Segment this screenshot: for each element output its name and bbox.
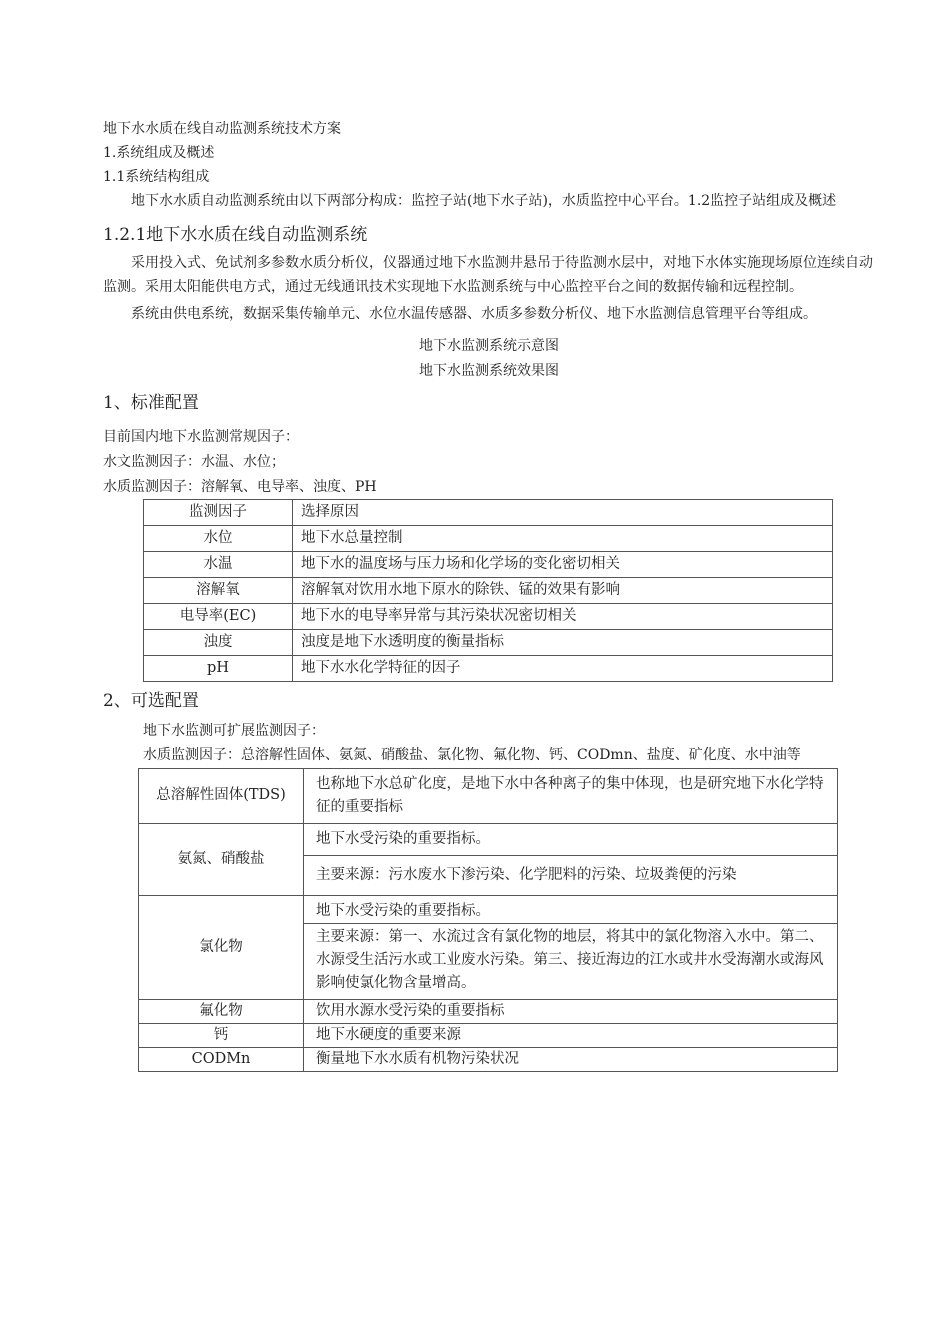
reason-cell: 地下水的温度场与压力场和化学场的变化密切相关: [293, 552, 833, 578]
description-cell: 地下水硬度的重要来源: [304, 1023, 838, 1047]
table-header-cell: 选择原因: [293, 500, 833, 526]
factor-cell: 水温: [144, 552, 293, 578]
table-row: [144, 552, 833, 578]
description-cell: 也称地下水总矿化度，是地下水中各种离子的集中体现，也是研究地下水化学特征的重要指标: [304, 768, 838, 823]
table-header-row: [144, 500, 833, 526]
table-row: [139, 1023, 838, 1047]
reason-cell: 地下水水化学特征的因子: [293, 656, 833, 682]
description-cell: 主要来源：第一、水流过含有氯化物的地层，将其中的氯化物溶入水中。第二、水源受生活污水或工业废水污染。第三、接近海边的江水或井水受海潮水或海风影响使氯化物含量增高。: [304, 923, 838, 999]
table-row: [144, 526, 833, 552]
factor-cell: 氯化物: [139, 895, 304, 999]
method-paragraph: 采用投入式、免试剂多参数水质分析仪，仪器通过地下水监测井悬吊于待监测水层中，对地下水体实施现场原位连续自动监测。采用太阳能供电方式，通过无线通讯技术实现地下水监测系统与中心监控平台之间的数据传输和远程控制。: [103, 254, 873, 295]
reason-cell: 溶解氧对饮用水地下原水的除铁、锰的效果有影响: [293, 578, 833, 604]
table-row: [139, 823, 838, 855]
description-cell: 地下水受污染的重要指标。: [304, 895, 838, 923]
factor-cell: CODMn: [139, 1047, 304, 1071]
effect-caption: 地下水监测系统效果图: [419, 363, 559, 379]
description-cell: 衡量地下水水质有机物污染状况: [304, 1047, 838, 1071]
factor-cell: 电导率(EC): [144, 604, 293, 630]
table-row: [144, 604, 833, 630]
standard-intro: 目前国内地下水监测常规因子：: [103, 429, 299, 445]
table-row: [139, 1047, 838, 1071]
reason-cell: 浊度是地下水透明度的衡量指标: [293, 630, 833, 656]
standard-config-heading: 1、标准配置: [103, 393, 199, 413]
optional-intro: 地下水监测可扩展监测因子：: [143, 723, 325, 739]
description-cell: 饮用水源水受污染的重要指标: [304, 999, 838, 1023]
table-row: [144, 630, 833, 656]
table-header-cell: 监测因子: [144, 500, 293, 526]
factor-cell: 浊度: [144, 630, 293, 656]
table-row: [144, 656, 833, 682]
factor-cell: 钙: [139, 1023, 304, 1047]
standard-hydro-factors: 水文监测因子：水温、水位；: [103, 454, 285, 470]
section-1-2-1-heading: 1.2.1地下水水质在线自动监测系统: [103, 224, 368, 245]
optional-config-table: [138, 768, 838, 1072]
description-cell: 地下水受污染的重要指标。: [304, 823, 838, 855]
factor-cell: 氨氮、硝酸盐: [139, 823, 304, 895]
optional-config-heading: 2、可选配置: [103, 691, 199, 711]
standard-config-table: [143, 499, 833, 682]
reason-cell: 地下水总量控制: [293, 526, 833, 552]
table-row: [139, 768, 838, 823]
factor-cell: 溶解氧: [144, 578, 293, 604]
table-row: [139, 895, 838, 923]
structure-paragraph: 地下水水质自动监测系统由以下两部分构成：监控子站(地下水子站)，水质监控中心平台。1.2监控子站组成及概述: [131, 193, 837, 209]
factor-cell: 氟化物: [139, 999, 304, 1023]
factor-cell: 水位: [144, 526, 293, 552]
reason-cell: 地下水的电导率异常与其污染状况密切相关: [293, 604, 833, 630]
factor-cell: pH: [144, 656, 293, 682]
table-row: [144, 578, 833, 604]
document-page: [103, 120, 875, 1072]
schematic-caption: 地下水监测系统示意图: [419, 338, 559, 354]
factor-cell: 总溶解性固体(TDS): [139, 768, 304, 823]
doc-title: 地下水水质在线自动监测系统技术方案: [103, 121, 341, 137]
system-paragraph: 系统由供电系统，数据采集传输单元、水位水温传感器、水质多参数分析仪、地下水监测信息管理平台等组成。: [131, 305, 817, 322]
section-1-1-heading: 1.1系统结构组成: [103, 169, 210, 185]
table-row: [139, 999, 838, 1023]
section-1-heading: 1.系统组成及概述: [103, 145, 215, 161]
standard-quality-factors: 水质监测因子：溶解氧、电导率、浊度、PH: [103, 479, 377, 495]
optional-quality-factors: 水质监测因子：总溶解性固体、氨氮、硝酸盐、氯化物、氟化物、钙、CODmn、盐度、矿化度、水中油等: [143, 747, 801, 763]
description-cell: 主要来源：污水废水下渗污染、化学肥料的污染、垃圾粪便的污染: [304, 855, 838, 895]
